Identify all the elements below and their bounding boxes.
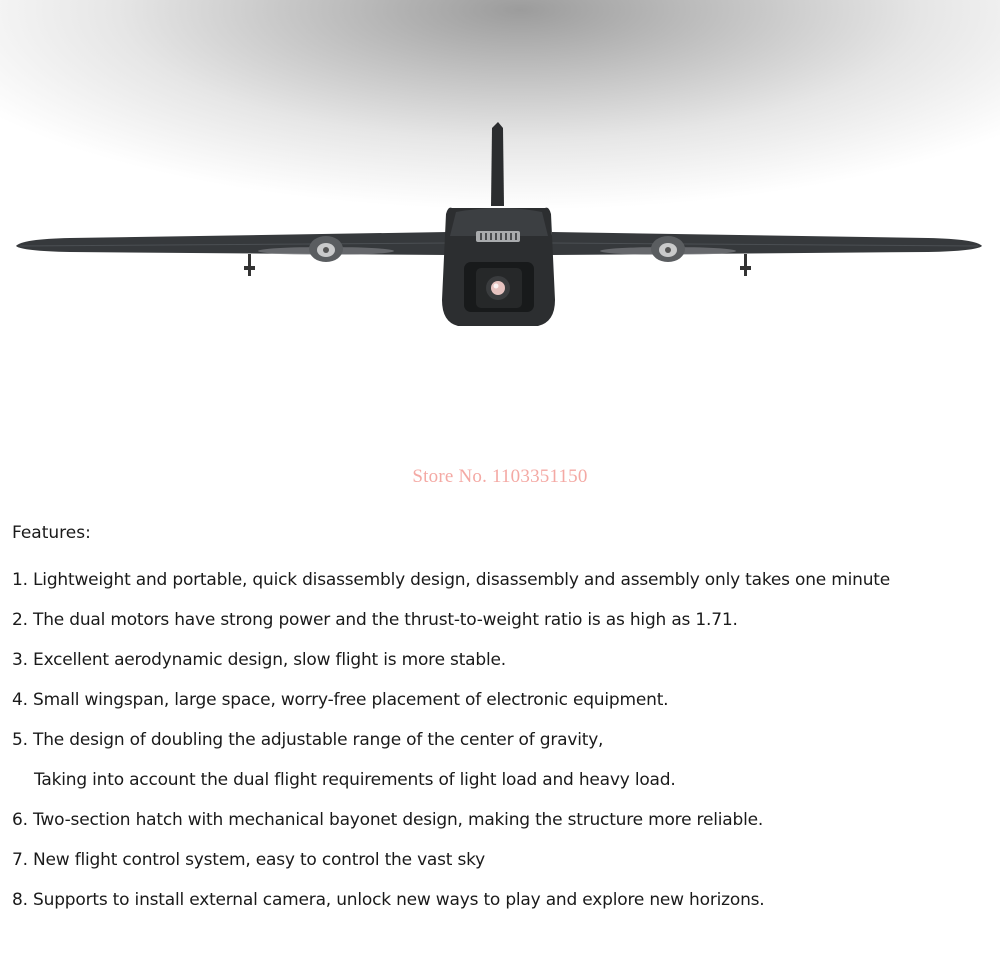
feature-item: 2. The dual motors have strong power and the thrust-to-weight ratio is as high as 1.71. xyxy=(12,610,738,630)
vent-grille xyxy=(476,231,520,242)
feature-item-continuation: Taking into account the dual flight requirements of light load and heavy load. xyxy=(34,770,676,790)
feature-item: 6. Two-section hatch with mechanical bayonet design, making the structure more reliable. xyxy=(12,810,764,830)
feature-item: 7. New flight control system, easy to control the vast sky xyxy=(12,850,486,870)
feature-item: 3. Excellent aerodynamic design, slow flight is more stable. xyxy=(12,650,506,670)
feature-item: 5. The design of doubling the adjustable range of the center of gravity, xyxy=(12,730,604,750)
left-servo-horn xyxy=(244,254,255,276)
product-hero xyxy=(0,0,1000,440)
feature-item: 1. Lightweight and portable, quick disassembly design, disassembly and assembly only takes one minute xyxy=(12,570,891,590)
right-servo-horn xyxy=(740,254,751,276)
features-section xyxy=(12,520,997,920)
store-watermark: Store No. 1103351150 xyxy=(412,466,588,487)
tail-fin xyxy=(491,122,504,206)
fixed-wing-drone-illustration xyxy=(0,0,1000,440)
feature-item: 4. Small wingspan, large space, worry-free placement of electronic equipment. xyxy=(12,690,669,710)
features-title: Features: xyxy=(12,523,91,543)
feature-item: 8. Supports to install external camera, unlock new ways to play and explore new horizons. xyxy=(12,890,765,910)
